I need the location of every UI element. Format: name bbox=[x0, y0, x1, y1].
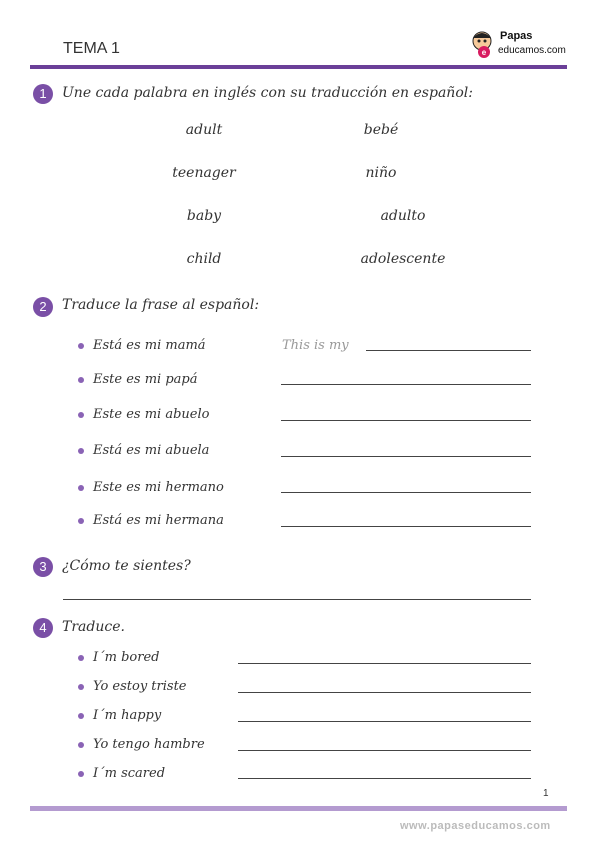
spanish-word[interactable]: bebé bbox=[363, 122, 399, 138]
website-link[interactable]: www.papaseducamos.com bbox=[400, 820, 551, 832]
phrase-item: Está es mi abuela bbox=[93, 443, 210, 458]
bullet-icon bbox=[78, 684, 84, 690]
bullet-icon bbox=[78, 771, 84, 777]
spanish-word[interactable]: adolescente bbox=[360, 251, 446, 267]
answer-line[interactable] bbox=[238, 750, 531, 751]
exercise-number-4: 4 bbox=[33, 618, 53, 638]
phrase-item: Este es mi papá bbox=[93, 372, 198, 387]
exercise-number-3: 3 bbox=[33, 557, 53, 577]
logo-mascot-icon bbox=[470, 30, 496, 58]
header-divider bbox=[30, 65, 567, 69]
answer-line[interactable] bbox=[238, 721, 531, 722]
exercise-number-1: 1 bbox=[33, 84, 53, 104]
exercise-number-2: 2 bbox=[33, 297, 53, 317]
answer-line[interactable] bbox=[281, 456, 531, 457]
answer-line[interactable] bbox=[366, 350, 531, 351]
english-word[interactable]: baby bbox=[186, 208, 222, 224]
exercise-1-instruction: Une cada palabra en inglés con su traducción en español: bbox=[62, 85, 473, 101]
page-number: 1 bbox=[543, 788, 549, 799]
bullet-icon bbox=[78, 343, 84, 349]
bullet-icon bbox=[78, 412, 84, 418]
answer-line[interactable] bbox=[281, 526, 531, 527]
brand-logo bbox=[468, 30, 568, 62]
answer-line[interactable] bbox=[238, 692, 531, 693]
phrase-item: I´m bored bbox=[93, 650, 160, 665]
english-word[interactable]: adult bbox=[185, 122, 223, 138]
exercise-3-question: ¿Cómo te sientes? bbox=[62, 558, 191, 574]
logo-text-bottom: educamos.com bbox=[498, 45, 566, 56]
phrase-item: Yo estoy triste bbox=[93, 679, 187, 694]
english-word[interactable]: child bbox=[186, 251, 222, 267]
english-word[interactable]: teenager bbox=[172, 165, 236, 181]
example-hint: This is my bbox=[282, 338, 349, 353]
exercise-2-instruction: Traduce la frase al español: bbox=[62, 297, 260, 313]
exercise-4-instruction: Traduce. bbox=[62, 619, 125, 635]
bullet-icon bbox=[78, 742, 84, 748]
phrase-item: I´m happy bbox=[93, 708, 162, 723]
bullet-icon bbox=[78, 485, 84, 491]
answer-line[interactable] bbox=[281, 420, 531, 421]
bullet-icon bbox=[78, 377, 84, 383]
spanish-word[interactable]: adulto bbox=[380, 208, 426, 224]
answer-line[interactable] bbox=[281, 492, 531, 493]
bullet-icon bbox=[78, 448, 84, 454]
bullet-icon bbox=[78, 713, 84, 719]
phrase-item: Este es mi hermano bbox=[93, 480, 224, 495]
svg-text:e: e bbox=[481, 48, 487, 57]
logo-text-top: Papas bbox=[500, 30, 533, 42]
phrase-item: Este es mi abuelo bbox=[93, 407, 210, 422]
phrase-item: I´m scared bbox=[93, 766, 166, 781]
phrase-item: Está es mi mamá bbox=[93, 338, 206, 353]
answer-line[interactable] bbox=[238, 663, 531, 664]
bullet-icon bbox=[78, 518, 84, 524]
answer-line[interactable] bbox=[281, 384, 531, 385]
answer-line[interactable] bbox=[63, 599, 531, 600]
phrase-item: Yo tengo hambre bbox=[93, 737, 205, 752]
answer-line[interactable] bbox=[238, 778, 531, 779]
footer-divider bbox=[30, 806, 567, 811]
phrase-item: Está es mi hermana bbox=[93, 513, 224, 528]
bullet-icon bbox=[78, 655, 84, 661]
spanish-word[interactable]: niño bbox=[365, 165, 397, 181]
page-header-title: TEMA 1 bbox=[63, 40, 120, 57]
